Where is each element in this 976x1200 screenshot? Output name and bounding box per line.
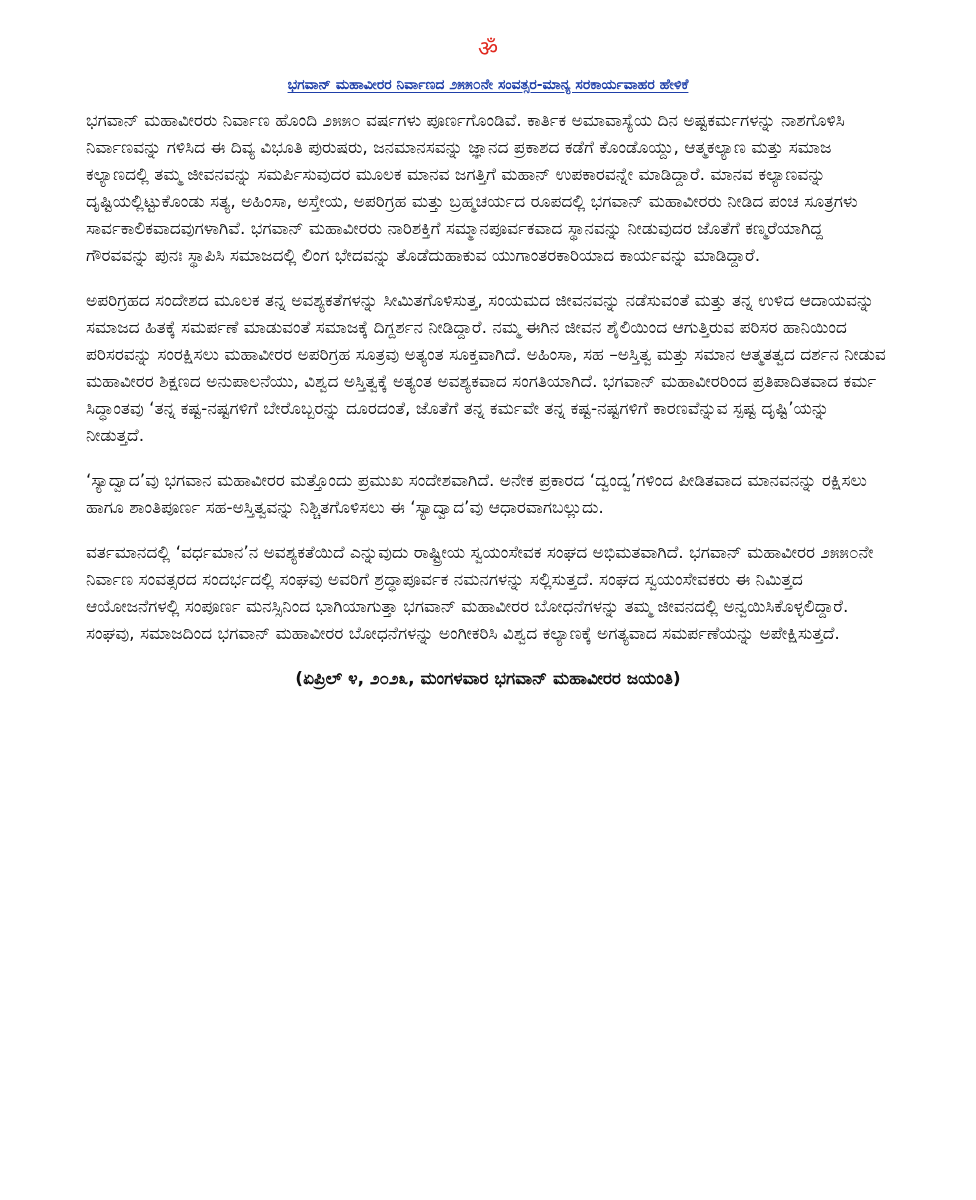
- date-footer: (ಏಪ್ರಿಲ್ ೪, ೨೦೨೩, ಮಂಗಳವಾರ ಭಗವಾನ್ ಮಹಾವೀರರ ಜಯಂತಿ): [295, 669, 681, 689]
- paragraph-3: ‘ಸ್ಯಾದ್ವಾದ’ವು ಭಗವಾನ ಮಹಾವೀರರ ಮತ್ತೊಂದು ಪ್ರಮುಖ ಸಂದೇಶವಾಗಿದೆ. ಅನೇಕ ಪ್ರಕಾರದ ‘ದ್ವಂದ್ವ’ಗಳಿಂದ ಪೀಡಿತವಾದ ಮಾನವನನ್ನು ರಕ್ಷಿಸಲು ಹಾಗೂ ಶಾಂತಿಪೂರ್ಣ ಸಹ-ಅಸ್ತಿತ್ವವನ್ನು ನಿಶ್ಚಿತಗೊಳಿಸಲು ಈ ‘ಸ್ಯಾದ್ವಾದ’ವು ಆಧಾರವಾಗಬಲ್ಲುದು.: [86, 471, 867, 518]
- om-symbol-icon: ॐ: [477, 37, 499, 62]
- paragraph-1: ಭಗವಾನ್ ಮಹಾವೀರರು ನಿರ್ವಾಣ ಹೊಂದಿ ೨೫೫೦ ವರ್ಷಗಳು ಪೂರ್ಣಗೊಂಡಿವೆ. ಕಾರ್ತಿಕ ಅಮಾವಾಸ್ಯೆಯ ದಿನ ಅಷ್ಟಕರ್ಮಗಳನ್ನು ನಾಶಗೊಳಿಸಿ ನಿರ್ವಾಣವನ್ನು ಗಳಿಸಿದ ಈ ದಿವ್ಯ ವಿಭೂತಿ ಪುರುಷರು, ಜನಮಾನಸವನ್ನು ಜ್ಞಾನದ ಪ್ರಕಾಶದ ಕಡೆಗೆ ಕೊಂಡೊಯ್ದು, ಆತ್ಮಕಲ್ಯಾಣ ಮತ್ತು ಸಮಾಜ ಕಲ್ಯಾಣದಲ್ಲಿ ತಮ್ಮ ಜೀವನವನ್ನು ಸಮರ್ಪಿಸುವುದರ ಮೂಲಕ ಮಾನವ ಜಗತ್ತಿಗೆ ಮಹಾನ್ ಉಪಕಾರವನ್ನೇ ಮಾಡಿದ್ದಾರೆ. ಮಾನವ ಕಲ್ಯಾಣವನ್ನು ದೃಷ್ಟಿಯಲ್ಲಿಟ್ಟುಕೊಂಡು ಸತ್ಯ, ಅಹಿಂಸಾ, ಅಸ್ತೇಯ, ಅಪರಿಗ್ರಹ ಮತ್ತು ಬ್ರಹ್ಮಚರ್ಯದ ರೂಪದಲ್ಲಿ ಭಗವಾನ್ ಮಹಾವೀರರು ನೀಡಿದ ಪಂಚ ಸೂತ್ರಗಳು ಸಾರ್ವಕಾಲಿಕವಾದವುಗಳಾಗಿವೆ. ಭಗವಾನ್ ಮಹಾವೀರರು ನಾರಿಶಕ್ತಿಗೆ ಸಮ್ಮಾನಪೂರ್ವಕವಾದ ಸ್ಥಾನವನ್ನು ನೀಡುವುದರ ಜೊತೆಗೆ ಕಣ್ಮರೆಯಾಗಿದ್ದ ಗೌರವವನ್ನು ಪುನಃ ಸ್ಥಾಪಿಸಿ ಸಮಾಜದಲ್ಲಿ ಲಿಂಗ ಭೇದವನ್ನು ತೊಡೆದುಹಾಕುವ ಯುಗಾಂತರಕಾರಿಯಾದ ಕಾರ್ಯವನ್ನು ಮಾಡಿದ್ದಾರೆ.: [86, 111, 858, 266]
- paragraph-2: ಅಪರಿಗ್ರಹದ ಸಂದೇಶದ ಮೂಲಕ ತನ್ನ ಅವಶ್ಯಕತೆಗಳನ್ನು ಸೀಮಿತಗೊಳಿಸುತ್ತ, ಸಂಯಮದ ಜೀವನವನ್ನು ನಡೆಸುವಂತೆ ಮತ್ತು ತನ್ನ ಉಳಿದ ಆದಾಯವನ್ನು ಸಮಾಜದ ಹಿತಕ್ಕೆ ಸಮರ್ಪಣೆ ಮಾಡುವಂತೆ ಸಮಾಜಕ್ಕೆ ದಿಗ್ದರ್ಶನ ನೀಡಿದ್ದಾರೆ. ನಮ್ಮ ಈಗಿನ ಜೀವನ ಶೈಲಿಯಿಂದ ಆಗುತ್ತಿರುವ ಪರಿಸರ ಹಾನಿಯಿಂದ ಪರಿಸರವನ್ನು ಸಂರಕ್ಷಿಸಲು ಮಹಾವೀರರ ಅಪರಿಗ್ರಹ ಸೂತ್ರವು ಅತ್ಯಂತ ಸೂಕ್ತವಾಗಿದೆ. ಅಹಿಂಸಾ, ಸಹ –ಅಸ್ತಿತ್ವ ಮತ್ತು ಸಮಾನ ಆತ್ಮತತ್ವದ ದರ್ಶನ ನೀಡುವ ಮಹಾವೀರರ ಶಿಕ್ಷಣದ ಅನುಪಾಲನೆಯು, ವಿಶ್ವದ ಅಸ್ತಿತ್ವಕ್ಕೆ ಅತ್ಯಂತ ಅವಶ್ಯಕವಾದ ಸಂಗತಿಯಾಗಿದೆ. ಭಗವಾನ್ ಮಹಾವೀರರಿಂದ ಪ್ರತಿಪಾದಿತವಾದ ಕರ್ಮ ಸಿದ್ಧಾಂತವು ‘ತನ್ನ ಕಷ್ಟ-ನಷ್ಟಗಳಿಗೆ ಬೇರೊಬ್ಬರನ್ನು ದೂರದಂತೆ, ಜೊತೆಗೆ ತನ್ನ ಕರ್ಮವೇ ತನ್ನ ಕಷ್ಟ-ನಷ್ಟಗಳಿಗೆ ಕಾರಣವೆನ್ನುವ ಸ್ಪಷ್ಟ ದೃಷ್ಟಿ’ಯನ್ನು ನೀಡುತ್ತದೆ.: [86, 291, 886, 446]
- document-title: ಭಗವಾನ್ ಮಹಾವೀರರ ನಿರ್ವಾಣದ ೨೫೫೦ನೇ ಸಂವತ್ಸರ-ಮಾನ್ಯ ಸರಕಾರ್ಯವಾಹರ ಹೇಳಿಕೆ: [287, 77, 689, 93]
- paragraph-4: ವರ್ತಮಾನದಲ್ಲಿ ‘ವರ್ಧಮಾನ’ನ ಅವಶ್ಯಕತೆಯಿದೆ ಎನ್ನುವುದು ರಾಷ್ಟ್ರೀಯ ಸ್ವಯಂಸೇವಕ ಸಂಘದ ಅಭಿಮತವಾಗಿದೆ. ಭಗವಾನ್ ಮಹಾವೀರರ ೨೫೫೦ನೇ ನಿರ್ವಾಣ ಸಂವತ್ಸರದ ಸಂದರ್ಭದಲ್ಲಿ ಸಂಘವು ಅವರಿಗೆ ಶ್ರದ್ಧಾಪೂರ್ವಕ ನಮನಗಳನ್ನು ಸಲ್ಲಿಸುತ್ತದೆ. ಸಂಘದ ಸ್ವಯಂಸೇವಕರು ಈ ನಿಮಿತ್ತದ ಆಯೋಜನೆಗಳಲ್ಲಿ ಸಂಪೂರ್ಣ ಮನಸ್ಸಿನಿಂದ ಭಾಗಿಯಾಗುತ್ತಾ ಭಗವಾನ್ ಮಹಾವೀರರ ಬೋಧನೆಗಳನ್ನು ತಮ್ಮ ಜೀವನದಲ್ಲಿ ಅನ್ವಯಿಸಿಕೊಳ್ಳಲಿದ್ದಾರೆ. ಸಂಘವು, ಸಮಾಜದಿಂದ ಭಗವಾನ್ ಮಹಾವೀರರ ಬೋಧನೆಗಳನ್ನು ಅಂಗೀಕರಿಸಿ ವಿಶ್ವದ ಕಲ್ಯಾಣಕ್ಕೆ ಅಗತ್ಯವಾದ ಸಮರ್ಪಣೆಯನ್ನು ಅಪೇಕ್ಷಿಸುತ್ತದೆ.: [86, 543, 874, 644]
